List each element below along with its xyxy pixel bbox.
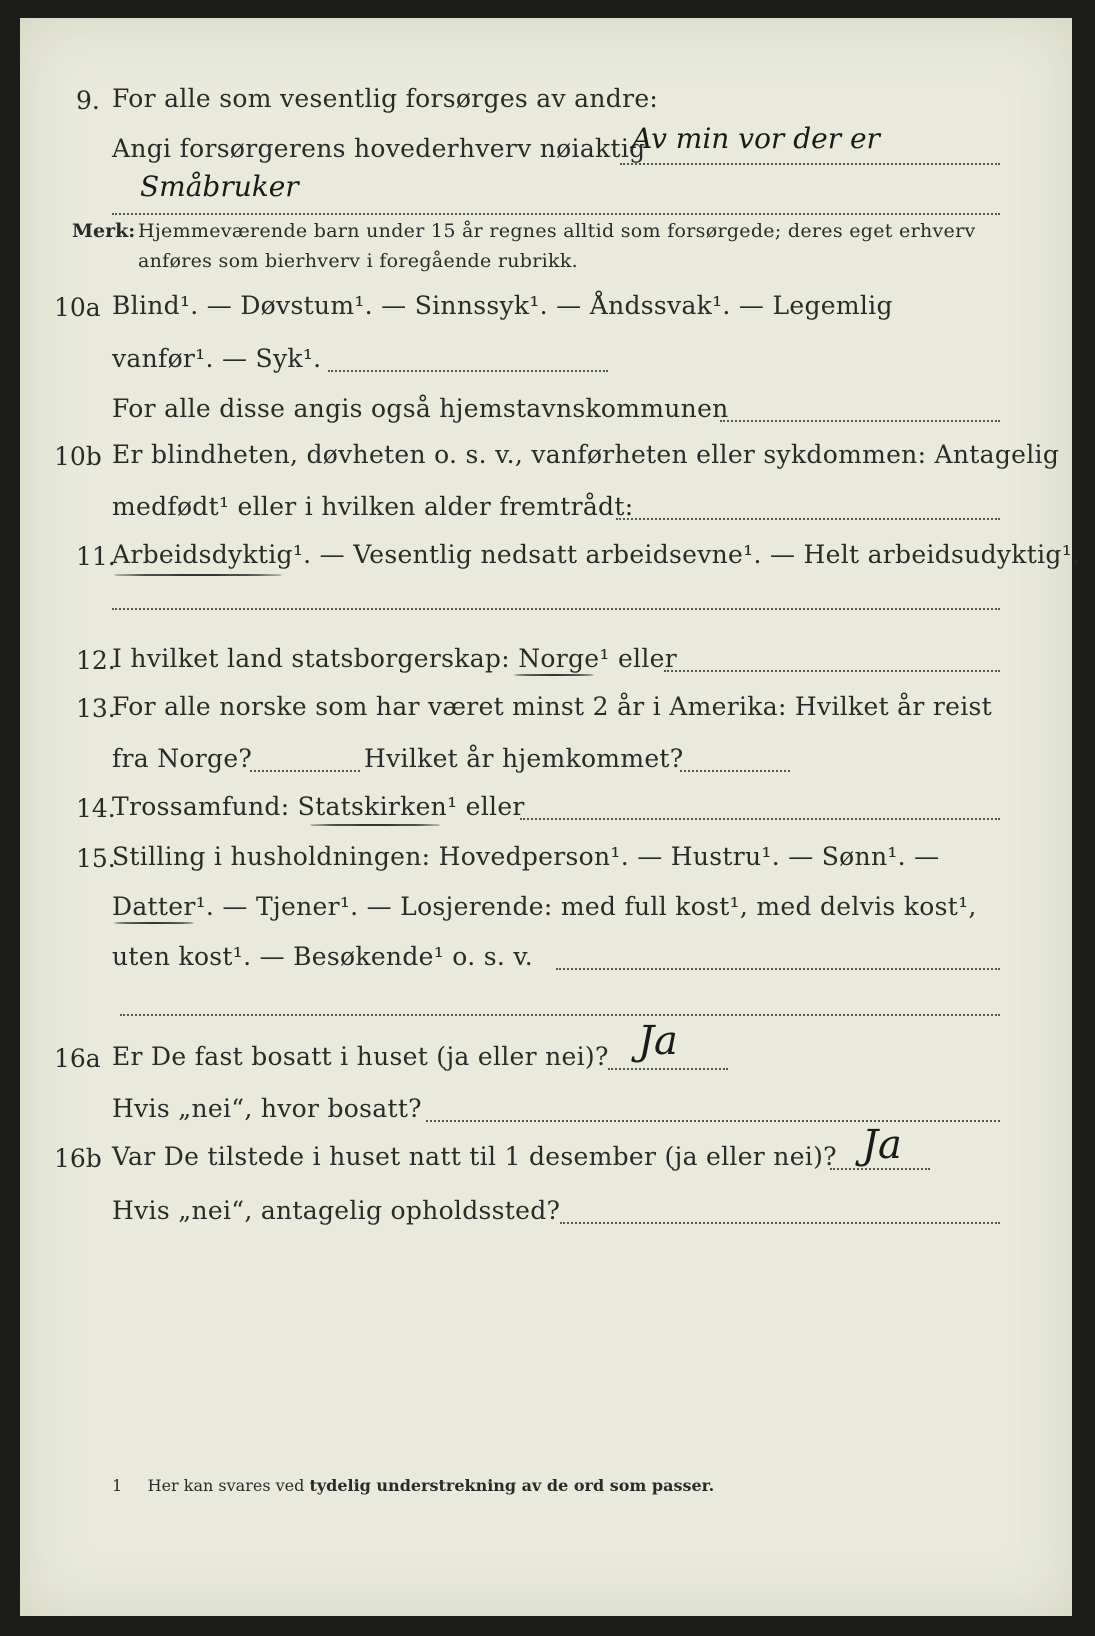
q10a-number: 10a [54,293,101,322]
q13-line1: For alle norske som har været minst 2 år i Amerika: Hvilket år reist [112,692,993,721]
merk-line1: Hjemmeværende barn under 15 år regnes alltid som forsørgede; deres eget erhverv [138,220,976,242]
q10a-line3: For alle disse angis også hjemstavnskommunen [112,394,729,423]
footnote-text: Her kan svares ved [147,1476,305,1495]
q10a-line2: vanfør¹. — Syk¹. [112,344,322,373]
q13-reist-answer-line [250,770,360,772]
census-form-page [20,18,1081,1616]
q9-handwritten-answer-b: Småbruker [140,170,299,203]
q16a-line2: Hvis „nei“, hvor bosatt? [112,1094,422,1123]
q11-line1: Arbeidsdyktig¹. — Vesentlig nedsatt arbeidsevne¹. — Helt arbeidsudyktig¹. [112,540,1081,569]
footnote-marker: 1 [112,1476,123,1495]
q12-line1: I hvilket land statsborgerskap: Norge¹ eller [112,644,677,673]
merk-line2: anføres som bierhverv i foregående rubrikk. [138,250,578,272]
q9-answer-line1 [620,163,1000,165]
q16b-answer-line [830,1168,930,1170]
q16a-number: 16a [54,1044,101,1073]
footnote [112,1476,714,1495]
q16b-line1: Var De tilstede i huset natt til 1 desember (ja eller nei)? [112,1142,837,1171]
q13-line2: fra Norge? [112,744,253,773]
q9-line2: Angi forsørgerens hovederhverv nøiaktig [112,134,646,163]
q14-underline-statskirken [310,824,440,826]
merk-label: Merk: [72,220,136,242]
q15-answer-line2 [120,1014,1000,1016]
q9-answer-line2 [112,213,1000,215]
q10a-syk-answer-line [328,370,608,372]
footnote-bold-text: tydelig understrekning av de ord som passer. [309,1476,715,1495]
q14-answer-line [520,818,1000,820]
q13-number: 13. [76,694,116,723]
q15-line3: uten kost¹. — Besøkende¹ o. s. v. [112,942,534,971]
q15-number: 15. [76,844,116,873]
q10b-line2: medfødt¹ eller i hvilken alder fremtrådt: [112,492,634,521]
q9-line1: For alle som vesentlig forsørges av andre: [112,84,659,113]
q16a-bosatt-answer-line [426,1120,1000,1122]
q9-handwritten-answer-a: Av min vor der er [632,122,880,155]
q16a-line1: Er De fast bosatt i huset (ja eller nei)? [112,1042,609,1071]
q10a-line1: Blind¹. — Døvstum¹. — Sinnssyk¹. — Åndssvak¹. — Legemlig [112,291,893,320]
q15-answer-line1 [556,968,1000,970]
q16a-answer-line [608,1068,728,1070]
q12-answer-line [664,670,1000,672]
q10b-line1: Er blindheten, døvheten o. s. v., vanførheten eller sykdommen: Antagelig [112,440,1060,469]
q15-underline-datter [114,922,194,924]
q16a-handwritten-answer: Ja [638,1018,678,1064]
q15-line2: Datter¹. — Tjener¹. — Losjerende: med full kost¹, med delvis kost¹, [112,892,977,921]
q10b-answer-line [616,518,1000,520]
q15-line1: Stilling i husholdningen: Hovedperson¹. — Hustru¹. — Sønn¹. — [112,842,940,871]
q9-number: 9. [76,86,100,115]
q11-number: 11. [76,542,116,571]
q10a-kommune-answer-line [720,420,1000,422]
q14-number: 14. [76,794,116,823]
q16b-line2: Hvis „nei“, antagelig opholdssted? [112,1196,561,1225]
q10b-number: 10b [54,442,102,471]
q16b-opholdssted-answer-line [560,1222,1000,1224]
q11-underline-arbeidsdyktig [114,574,282,576]
q14-line1: Trossamfund: Statskirken¹ eller [112,792,525,821]
q13-line2b: Hvilket år hjemkommet? [364,744,684,773]
q12-underline-norge [514,674,594,676]
q12-number: 12. [76,646,116,675]
q16b-number: 16b [54,1144,102,1173]
q11-answer-line [112,608,1000,610]
q13-hjemkommet-answer-line [680,770,790,772]
q16b-handwritten-answer: Ja [862,1122,902,1168]
